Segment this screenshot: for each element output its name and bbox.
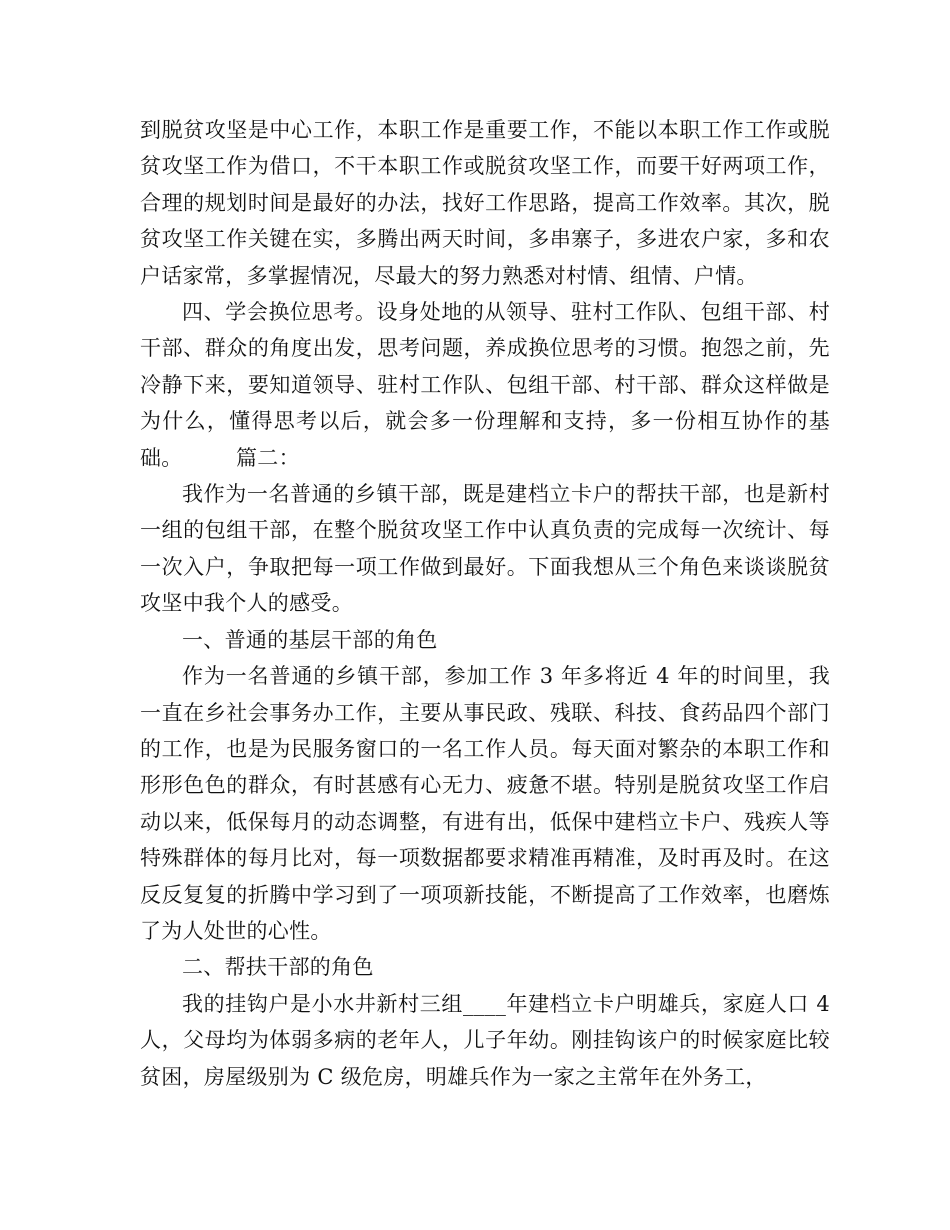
paragraph-intro: 我作为一名普通的乡镇干部，既是建档立卡户的帮扶干部，也是新村一组的包组干部，在整个脱贫攻坚工作中认真负责的完成每一次统计、每一次入户，争取把每一项工作做到最好。下面我想从三个角色来谈谈脱贫攻坚中我个人的感受。 xyxy=(140,482,830,616)
paragraph-continuation: 到脱贫攻坚是中心工作，本职工作是重要工作，不能以本职工作工作或脱贫攻坚工作为借口，不干本职工作或脱贫攻坚工作，而要干好两项工作，合理的规划时间是最好的办法，找好工作思路，提高工作效率。其次，脱贫攻坚工作关键在实，多腾出两天时间，多串寨子，多进农户家，多和农户话家常，多掌握情况，尽最大的努力熟悉对村情、组情、户情。 xyxy=(140,118,830,288)
paragraph-section-four: 四、学会换位思考。设身处地的从领导、驻村工作队、包组干部、村干部、群众的角度出发，思考问题，养成换位思考的习惯。抱怨之前，先冷静下来，要知道领导、驻村工作队、包组干部、村干部、群众这样做是为什么，懂得思考以后，就会多一份理解和支持，多一份相互协作的基础。 篇二： xyxy=(140,300,830,470)
paragraph-role-one: 作为一名普通的乡镇干部，参加工作 3 年多将近 4 年的时间里，我一直在乡社会事务办工作，主要从事民政、残联、科技、食药品四个部门的工作，也是为民服务窗口的一名工作人员。每天面对繁杂的本职工作和形形色色的群众，有时甚感有心无力、疲惫不堪。特别是脱贫攻坚工作启动以来，低保每月的动态调整，有进有出，低保中建档立卡户、残疾人等特殊群体的每月比对，每一项数据都要求精准再精准，及时再及时。在这反反复复的折腾中学习到了一项项新技能，不断提高了工作效率，也磨炼了为人处世的心性。 xyxy=(140,664,830,943)
heading-role-two: 二、帮扶干部的角色 xyxy=(182,955,374,980)
document-body xyxy=(140,112,830,1095)
paragraph-role-two: 我的挂钩户是小水井新村三组____年建档立卡户明雄兵，家庭人口 4 人，父母均为体弱多病的老年人，儿子年幼。刚挂钩该户的时候家庭比较贫困，房屋级别为 C 级危房，明雄兵作为一家之主常年在外务工， xyxy=(140,991,830,1089)
heading-role-one: 一、普通的基层干部的角色 xyxy=(182,627,438,652)
